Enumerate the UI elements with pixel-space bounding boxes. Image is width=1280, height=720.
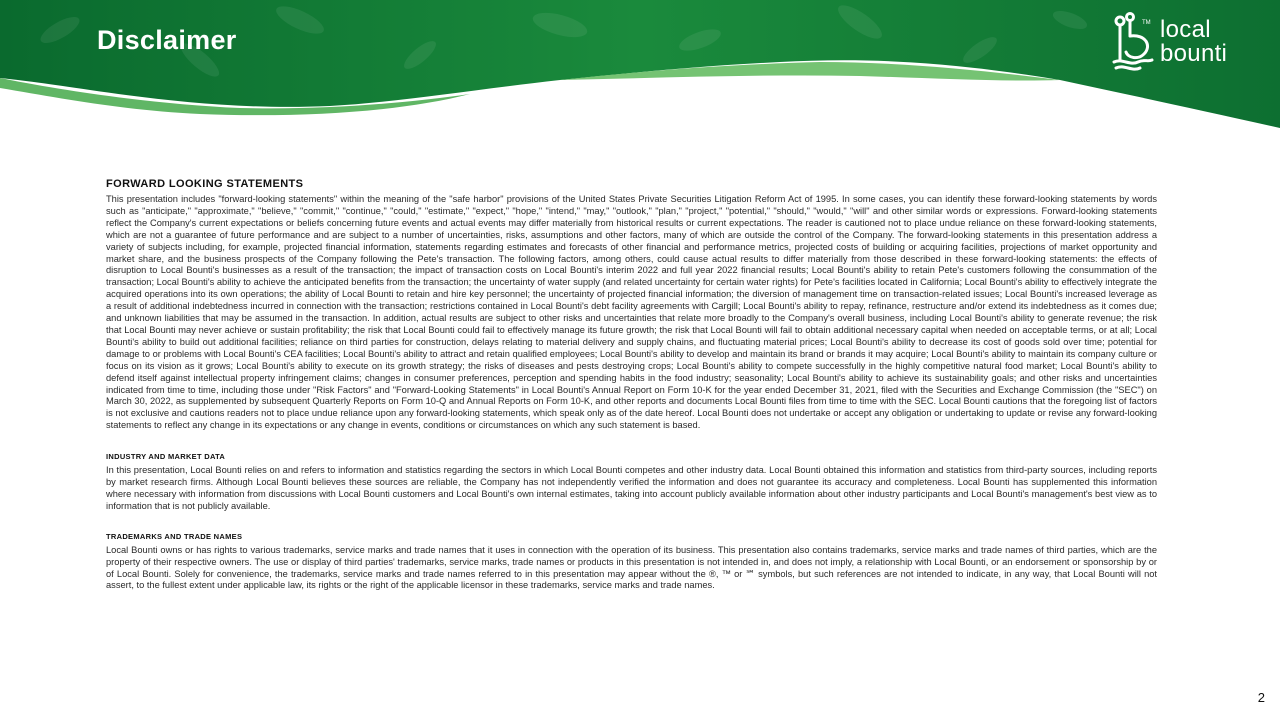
section-body-trademarks: Local Bounti owns or has rights to various trademarks, service marks and trade names that it uses in connection with the operation of its business. This presentation also contains trademarks, service marks and trade names of third parties, which are the property of their respective owners. The use or display of third parties' trademarks, service marks, trade names or products in this presentation is not intended in, and does not imply, a relationship with Local Bounti, or an endorsement or sponsorship by or of Local Bounti. Solely for convenience, the trademarks, service marks and trade names referred to in this presentation may appear without the ®, ™ or ℠ symbols, but such references are not intended to indicate, in any way, that Local Bounti will not assert, to the fullest extent under applicable law, its rights or the right of the applicable licensor in these trademarks, service marks and trade names. — [106, 544, 1157, 591]
logo-word-local: local — [1160, 16, 1211, 43]
leaf-pattern-background — [0, 0, 1280, 130]
header-banner — [0, 0, 1280, 130]
logo-word-bounti: bounti — [1160, 40, 1228, 67]
local-bounti-leaf-logo-icon — [1108, 12, 1158, 74]
section-heading-forward-looking: FORWARD LOOKING STATEMENTS — [106, 178, 304, 190]
page-title: Disclaimer — [97, 25, 237, 55]
section-body-industry-data: In this presentation, Local Bounti relies on and refers to information and statistics regarding the sectors in which Local Bounti competes and other industry data. Local Bounti obtained this information and statistics from third-party sources, including reports by market research firms. Although Local Bounti believes these sources are reliable, the Company has not independently verified the information and does not guarantee its accuracy and completeness. Local Bounti has supplemented this information where necessary with information from discussions with Local Bounti customers and Local Bounti's own internal estimates, taking into account publicly available information about other industry participants and Local Bounti's management's best view as to information that is not publicly available. — [106, 465, 1157, 511]
section-heading-trademarks: TRADEMARKS AND TRADE NAMES — [106, 531, 243, 541]
section-body-forward-looking: This presentation includes "forward-looking statements" within the meaning of the "safe harbor" provisions of the United States Private Securities Litigation Reform Act of 1995. In some cases, you can identify these forward-looking statements by words such as "anticipate," "approximate," "believe," "commit," "continue," "could," "estimate," "expect," "hope," "intend," "may," "outlook," "plan," "project," "potential," "should," "would," "will" and other similar words or expressions. Forward-looking statements reflect the Company's current expectations or beliefs concerning future events and actual events may differ materially from historical results or current expectations. The reader is cautioned not to place undue reliance on these forward-looking statements, which are not a guarantee of future performance and are subject to a number of uncertainties, risks, assumptions and other factors, many of which are outside the control of the Company. The forward-looking statements in this presentation address a variety of subjects including, for example, projected financial information, statements regarding estimates and forecasts of other financial and performance metrics, projected costs of building or acquiring facilities, projections of market opportunity and market share, and the business prospects of the Company following the Pete's transaction. The following factors, among others, could cause actual results to differ materially from those described in these forward-looking statements: the effects of disruption to Local Bounti's businesses as a result of the transaction; the impact of transaction costs on Local Bounti's interim 2022 and full year 2022 financial results; Local Bounti's ability to retain Pete's customers following the consummation of the transaction; Local Bounti's ability to achieve the anticipated benefits from the transaction; the uncertainty of water supply (and related uncertainty for certain water rights) for Pete's facilities located in California; Local Bounti's ability to effectively integrate the acquired operations into its own operations; the ability of Local Bounti to retain and hire key personnel; the uncertainty of projected financial information; the diversion of management time on transaction-related issues; Local Bounti's increased leverage as a result of additional indebtedness incurred in connection with the transaction; restrictions contained in Local Bounti's debt facility agreements with Cargill; Local Bounti's ability to repay, refinance, restructure and/or extend its indebtedness as it comes due; and unknown liabilities that may be assumed in the transaction. In addition, actual results are subject to other risks and uncertainties that relate more broadly to the Company's overall business, including Local Bounti's ability to generate revenue; the risk that Local Bounti may never achieve or sustain profitability; the risk that Local Bounti could fail to effectively manage its future growth; the risk that Local Bounti will fail to obtain additional necessary capital when needed on acceptable terms, or at all; Local Bounti's ability to build out additional facilities; reliance on third parties for construction, delays relating to material delivery and supply chains, and fluctuating material prices; Local Bounti's ability to decrease its cost of goods sold over time; potential for damage to or problems with Local Bounti's CEA facilities; Local Bounti's ability to attract and retain qualified employees; Local Bounti's ability to develop and maintain its brand or brands it may acquire; Local Bounti's ability to maintain its company culture or focus on its vision as it grows; Local Bounti's ability to execute on its growth strategy; the risks of diseases and pests destroying crops; Local Bounti's ability to compete successfully in the highly competitive natural food market; Local Bounti's ability to defend itself against intellectual property infringement claims; changes in consumer preferences, perception and spending habits in the food industry; seasonality; Local Bounti's ability to achieve its sustainability goals; and other risks and uncertainties indicated from time to time, including those under "Risk Factors" and "Forward-Looking Statements" in Local Bounti's Annual Report on Form 10-K for the year ended December 31, 2021, filed with the Securities and Exchange Commission (the "SEC") on March 30, 2022, as supplemented by subsequent Quarterly Reports on Form 10-Q and Annual Reports on Form 10-K, and other reports and documents Local Bounti files from time to time with the SEC. Local Bounti cautions that the foregoing list of factors is not exclusive and cautions readers not to place undue reliance upon any forward-looking statements, which speak only as of the date hereof. Local Bounti does not undertake or accept any obligation or undertaking to update or revise any forward-looking statements to reflect any change in its expectations or any change in events, conditions or circumstances on which any such statement is based. — [106, 194, 1157, 431]
section-heading-industry-data: INDUSTRY AND MARKET DATA — [106, 452, 226, 462]
disclaimer-content — [106, 178, 1157, 592]
local-bounti-logo — [1108, 12, 1268, 74]
svg-text:TM: TM — [1142, 20, 1151, 26]
page-number: 2 — [1257, 690, 1265, 705]
